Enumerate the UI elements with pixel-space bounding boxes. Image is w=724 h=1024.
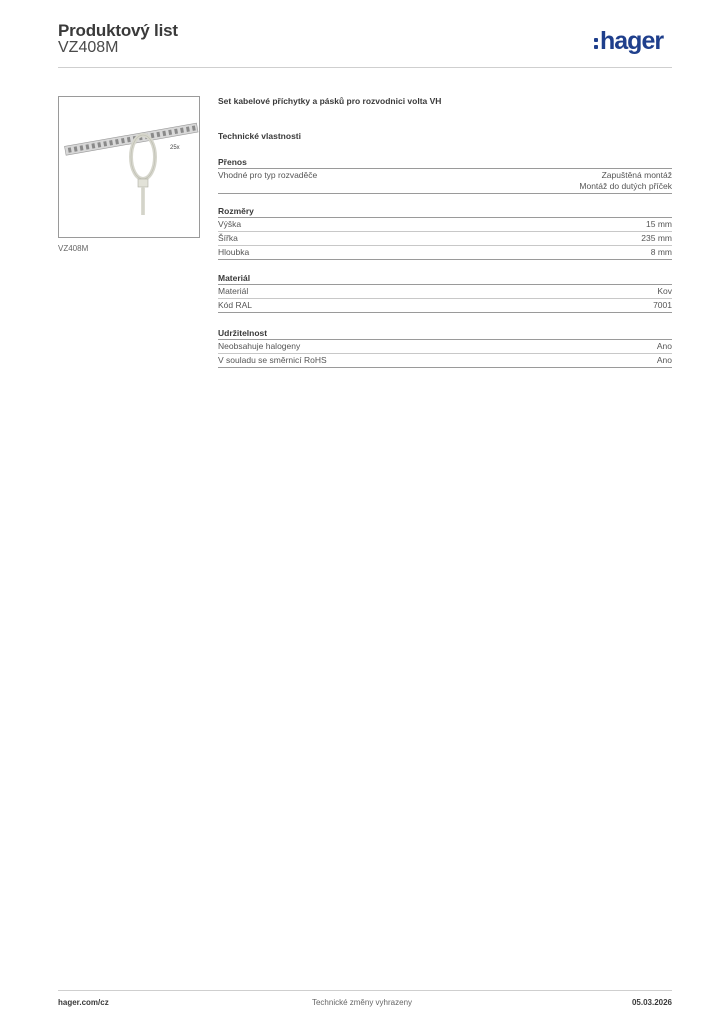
spec-row bbox=[218, 246, 672, 260]
footer-disclaimer: Technické změny vyhrazeny bbox=[311, 998, 413, 1007]
header-divider bbox=[58, 67, 672, 68]
spec-value-line: Zapuštěná montáž bbox=[601, 170, 672, 180]
cable-clip-illustration bbox=[59, 97, 199, 237]
logo-text: hager bbox=[600, 26, 664, 55]
spec-label: Vhodné pro typ rozvaděče bbox=[218, 170, 318, 180]
spec-group-sustainability bbox=[218, 327, 672, 368]
spec-row bbox=[218, 218, 672, 232]
spec-row bbox=[218, 232, 672, 246]
footer-divider bbox=[58, 990, 672, 991]
spec-row bbox=[218, 285, 672, 299]
spec-value: Ano bbox=[656, 355, 672, 365]
spec-value: 235 mm bbox=[641, 233, 672, 243]
spec-value: Ano bbox=[656, 341, 672, 351]
spec-value: 15 mm bbox=[646, 219, 672, 229]
spec-group-dimensions bbox=[218, 205, 672, 260]
hager-logo bbox=[594, 27, 663, 55]
spec-value: 7001 bbox=[653, 300, 672, 310]
footer-date: 05.03.2026 bbox=[631, 998, 672, 1007]
spec-group-title: Udržitelnost bbox=[218, 327, 672, 340]
spec-label: Neobsahuje halogeny bbox=[218, 341, 301, 351]
spec-value: Kov bbox=[657, 286, 672, 296]
spec-value: 8 mm bbox=[650, 247, 672, 257]
spec-row bbox=[218, 340, 672, 354]
image-caption: VZ408M bbox=[58, 244, 89, 253]
footer-website-link[interactable]: hager.com/cz bbox=[58, 998, 109, 1007]
spec-group-transfer bbox=[218, 156, 672, 194]
product-title: Set kabelové příchytky a pásků pro rozvodnici volta VH bbox=[218, 96, 442, 106]
spec-label: Materiál bbox=[218, 286, 249, 296]
quantity-badge: 25x bbox=[170, 145, 180, 151]
spec-label: Šířka bbox=[218, 233, 238, 243]
spec-value-line: Montáž do dutých příček bbox=[579, 181, 672, 191]
spec-label: V souladu se směrnicí RoHS bbox=[218, 355, 327, 365]
product-code: VZ408M bbox=[58, 39, 119, 56]
spec-row bbox=[218, 354, 672, 368]
spec-row bbox=[218, 169, 672, 194]
section-title-technical: Technické vlastnosti bbox=[218, 131, 301, 141]
page-title: Produktový list bbox=[58, 21, 178, 40]
spec-label: Výška bbox=[218, 219, 242, 229]
spec-group-title: Materiál bbox=[218, 272, 672, 285]
spec-label: Hloubka bbox=[218, 247, 250, 257]
product-image bbox=[58, 96, 200, 238]
spec-value bbox=[579, 170, 672, 192]
spec-row bbox=[218, 299, 672, 313]
logo-dots-icon bbox=[594, 38, 598, 49]
spec-group-title: Rozměry bbox=[218, 205, 672, 218]
spec-label: Kód RAL bbox=[218, 300, 253, 310]
spec-group-material bbox=[218, 272, 672, 313]
spec-group-title: Přenos bbox=[218, 156, 672, 169]
